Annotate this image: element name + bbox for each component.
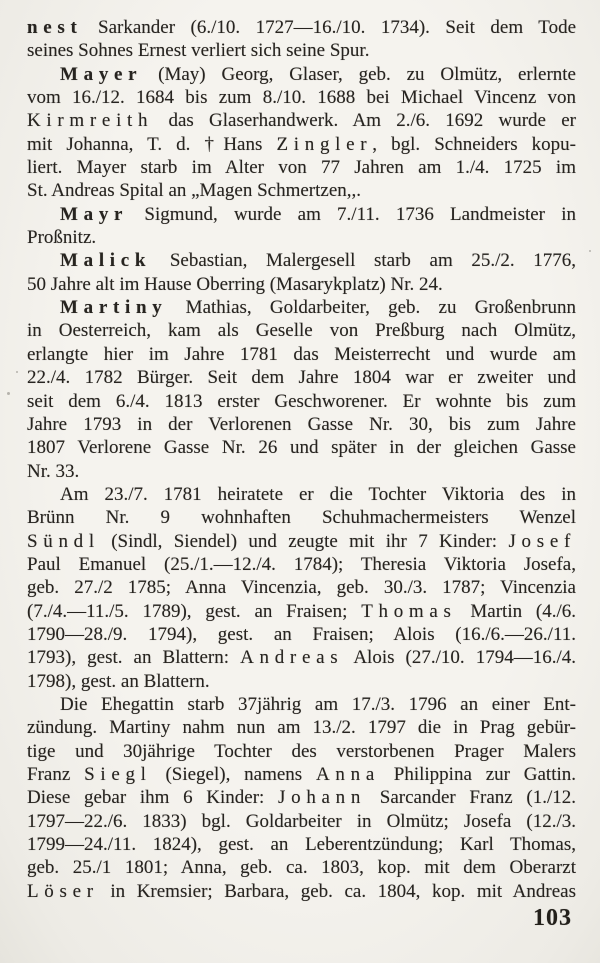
text-run: seines Sohnes Ernest verliert sich seine Spur. bbox=[27, 40, 370, 62]
text-line bbox=[27, 880, 576, 903]
text-run: vom 16./12. 1684 bis zum 8./10. 1688 bei Michael Vincenz von bbox=[27, 87, 576, 109]
text-run: tige und 30jährige Tochter des verstorbenen Prager Malers bbox=[27, 740, 576, 762]
text-line bbox=[27, 226, 576, 249]
text-run: 1799—24./11. 1824), gest. an Leberentzündung; Karl Thomas, bbox=[27, 834, 576, 856]
scan-speck bbox=[16, 371, 18, 373]
text-run: Sigmund, wurde am 7./11. 1736 Landmeister in bbox=[128, 203, 576, 225]
text-run: geb. 27./2 1785; Anna Vincenzia, geb. 30./3. 1787; Vincenzia bbox=[27, 577, 576, 599]
text-run: 50 Jahre alt im Hause Oberring (Masarykplatz) Nr. 24. bbox=[27, 273, 443, 295]
scan-speck bbox=[7, 392, 10, 395]
text-run: geb. 25./1 1801; Anna, geb. ca. 1803, kop. mit dem Oberarzt bbox=[27, 857, 576, 879]
text-line bbox=[27, 16, 576, 39]
emphasized-name: Sündl bbox=[27, 530, 100, 552]
text-run: Sarcander Franz (1./12. bbox=[366, 787, 576, 809]
page-text bbox=[27, 16, 576, 903]
text-line bbox=[27, 670, 576, 693]
text-line bbox=[27, 646, 576, 669]
text-run: zündung. Martiny nahm nun am 13./2. 1797 die in Prag gebür- bbox=[27, 717, 576, 739]
text-line bbox=[27, 296, 576, 319]
paragraph bbox=[27, 693, 576, 903]
text-run: Sebastian, Malergesell starb am 25./2. 1776, bbox=[151, 250, 576, 272]
text-line bbox=[27, 249, 576, 272]
text-line bbox=[27, 576, 576, 599]
text-line bbox=[27, 600, 576, 623]
paragraph bbox=[27, 16, 576, 63]
emphasized-name: Andreas bbox=[240, 647, 344, 669]
text-run: Martin (4./6. bbox=[456, 600, 576, 622]
text-run: Jahre 1793 in der Verlorenen Gasse Nr. 30, bis zum Jahre bbox=[27, 413, 576, 435]
text-line bbox=[27, 483, 576, 506]
emphasized-name: Siegl bbox=[84, 764, 152, 785]
text-run: seit dem 6./4. 1813 erster Geschworener. Er wohnte bis zum bbox=[27, 390, 576, 412]
text-line bbox=[27, 86, 576, 109]
text-line bbox=[27, 343, 576, 366]
emphasized-name: Kirmreith bbox=[27, 110, 154, 132]
text-run: Die Ehegattin starb 37jährig am 17./3. 1796 an einer Ent- bbox=[60, 693, 576, 715]
text-run: (7./4.—11./5. 1789), gest. an Fraisen; bbox=[27, 600, 362, 622]
text-line bbox=[27, 786, 576, 809]
text-line bbox=[27, 156, 576, 179]
text-run: Mathias, Goldarbeiter, geb. zu Großenbrunn bbox=[167, 297, 576, 319]
text-line bbox=[27, 390, 576, 413]
text-line bbox=[27, 319, 576, 342]
page-number: 103 bbox=[533, 905, 572, 931]
emphasized-name: Martiny bbox=[60, 297, 168, 319]
paragraph bbox=[27, 63, 576, 203]
text-run: Diese gebar ihm 6 Kinder: bbox=[27, 787, 279, 809]
text-line bbox=[27, 39, 576, 62]
text-run: 1807 Verlorene Gasse Nr. 26 und später in der gleichen Gasse bbox=[27, 437, 576, 459]
paragraph bbox=[27, 249, 576, 296]
emphasized-name: Johann bbox=[278, 787, 367, 809]
text-run: in Kremsier; Barbara, geb. ca. 1804, kop. mit Andreas bbox=[98, 880, 576, 902]
text-run: mit Johanna, T. d. †Hans bbox=[27, 133, 277, 155]
emphasized-name: nest bbox=[27, 17, 83, 38]
text-run: (Sindl, Siendel) und zeugte mit ihr 7 Kinder: bbox=[99, 530, 509, 552]
text-run: 1797—22./6. 1833) bgl. Goldarbeiter in Olmütz; Josefa (12./3. bbox=[27, 810, 576, 832]
text-line bbox=[27, 133, 576, 156]
emphasized-name: Anna bbox=[316, 764, 380, 785]
text-run: Proßnitz. bbox=[27, 227, 97, 249]
paragraph bbox=[27, 483, 576, 693]
text-line bbox=[27, 810, 576, 833]
emphasized-name: Mayer bbox=[60, 63, 143, 85]
text-run: (May) Georg, Glaser, geb. zu Olmütz, erlernte bbox=[142, 63, 576, 85]
emphasized-name: Malick bbox=[60, 250, 152, 272]
emphasized-name: Thomas bbox=[361, 600, 457, 622]
emphasized-name: Mayr bbox=[60, 203, 129, 225]
text-run: St. Andreas Spital an „Magen Schmertzen,,. bbox=[27, 180, 362, 202]
text-run: das Glaserhandwerk. Am 2./6. 1692 wurde er bbox=[153, 110, 576, 132]
text-line bbox=[27, 833, 576, 856]
text-run: Nr. 33. bbox=[27, 460, 80, 482]
emphasized-name: Zingler bbox=[276, 133, 373, 155]
text-line bbox=[27, 740, 576, 763]
text-run: (Siegel), namens bbox=[151, 764, 316, 785]
text-line bbox=[27, 623, 576, 646]
text-line bbox=[27, 506, 576, 529]
text-run: erlangte hier im Jahre 1781 das Meisterrecht und wurde am bbox=[27, 343, 576, 365]
text-run: Paul Emanuel (25./1.—12./4. 1784); Theresia Viktoria Josefa, bbox=[27, 553, 576, 575]
text-line bbox=[27, 436, 576, 459]
text-line bbox=[27, 763, 576, 786]
text-run: Alois (27./10. 1794—16./4. bbox=[343, 647, 576, 669]
scan-speck bbox=[589, 250, 591, 252]
text-run: Sarkander (6./10. 1727—16./10. 1734). Seit dem Tode bbox=[82, 17, 576, 38]
text-line bbox=[27, 109, 576, 132]
text-line bbox=[27, 553, 576, 576]
emphasized-name: Josef bbox=[508, 530, 576, 552]
emphasized-name: Löser bbox=[27, 880, 99, 902]
text-line bbox=[27, 856, 576, 879]
text-run: 1793), gest. an Blattern: bbox=[27, 647, 241, 669]
paragraph bbox=[27, 203, 576, 250]
text-run: 1790—28./9. 1794), gest. an Fraisen; Alois (16./6.—26./11. bbox=[27, 623, 576, 645]
text-line bbox=[27, 63, 576, 86]
text-run: Franz bbox=[27, 764, 85, 785]
text-line bbox=[27, 716, 576, 739]
text-run: 1798), gest. an Blattern. bbox=[27, 670, 210, 692]
text-line bbox=[27, 693, 576, 716]
text-line bbox=[27, 179, 576, 202]
text-run: Philippina zur Gattin. bbox=[379, 764, 577, 785]
text-run: 22./4. 1782 Bürger. Seit dem Jahre 1804 war er zweiter und bbox=[27, 367, 576, 389]
text-run: liert. Mayer starb im Alter von 77 Jahren am 1./4. 1725 im bbox=[27, 157, 576, 179]
text-line bbox=[27, 413, 576, 436]
text-line bbox=[27, 366, 576, 389]
text-run: Am 23./7. 1781 heiratete er die Tochter Viktoria des in bbox=[60, 483, 576, 505]
text-line bbox=[27, 273, 576, 296]
text-line bbox=[27, 460, 576, 483]
text-line bbox=[27, 530, 576, 553]
text-run: Brünn Nr. 9 wohnhaften Schuhmachermeisters Wenzel bbox=[27, 507, 576, 529]
paragraph bbox=[27, 296, 576, 483]
text-run: in Oesterreich, kam als Geselle von Preßburg nach Olmütz, bbox=[27, 320, 576, 342]
text-run: , bgl. Schneiders kopu- bbox=[372, 133, 576, 155]
text-line bbox=[27, 203, 576, 226]
